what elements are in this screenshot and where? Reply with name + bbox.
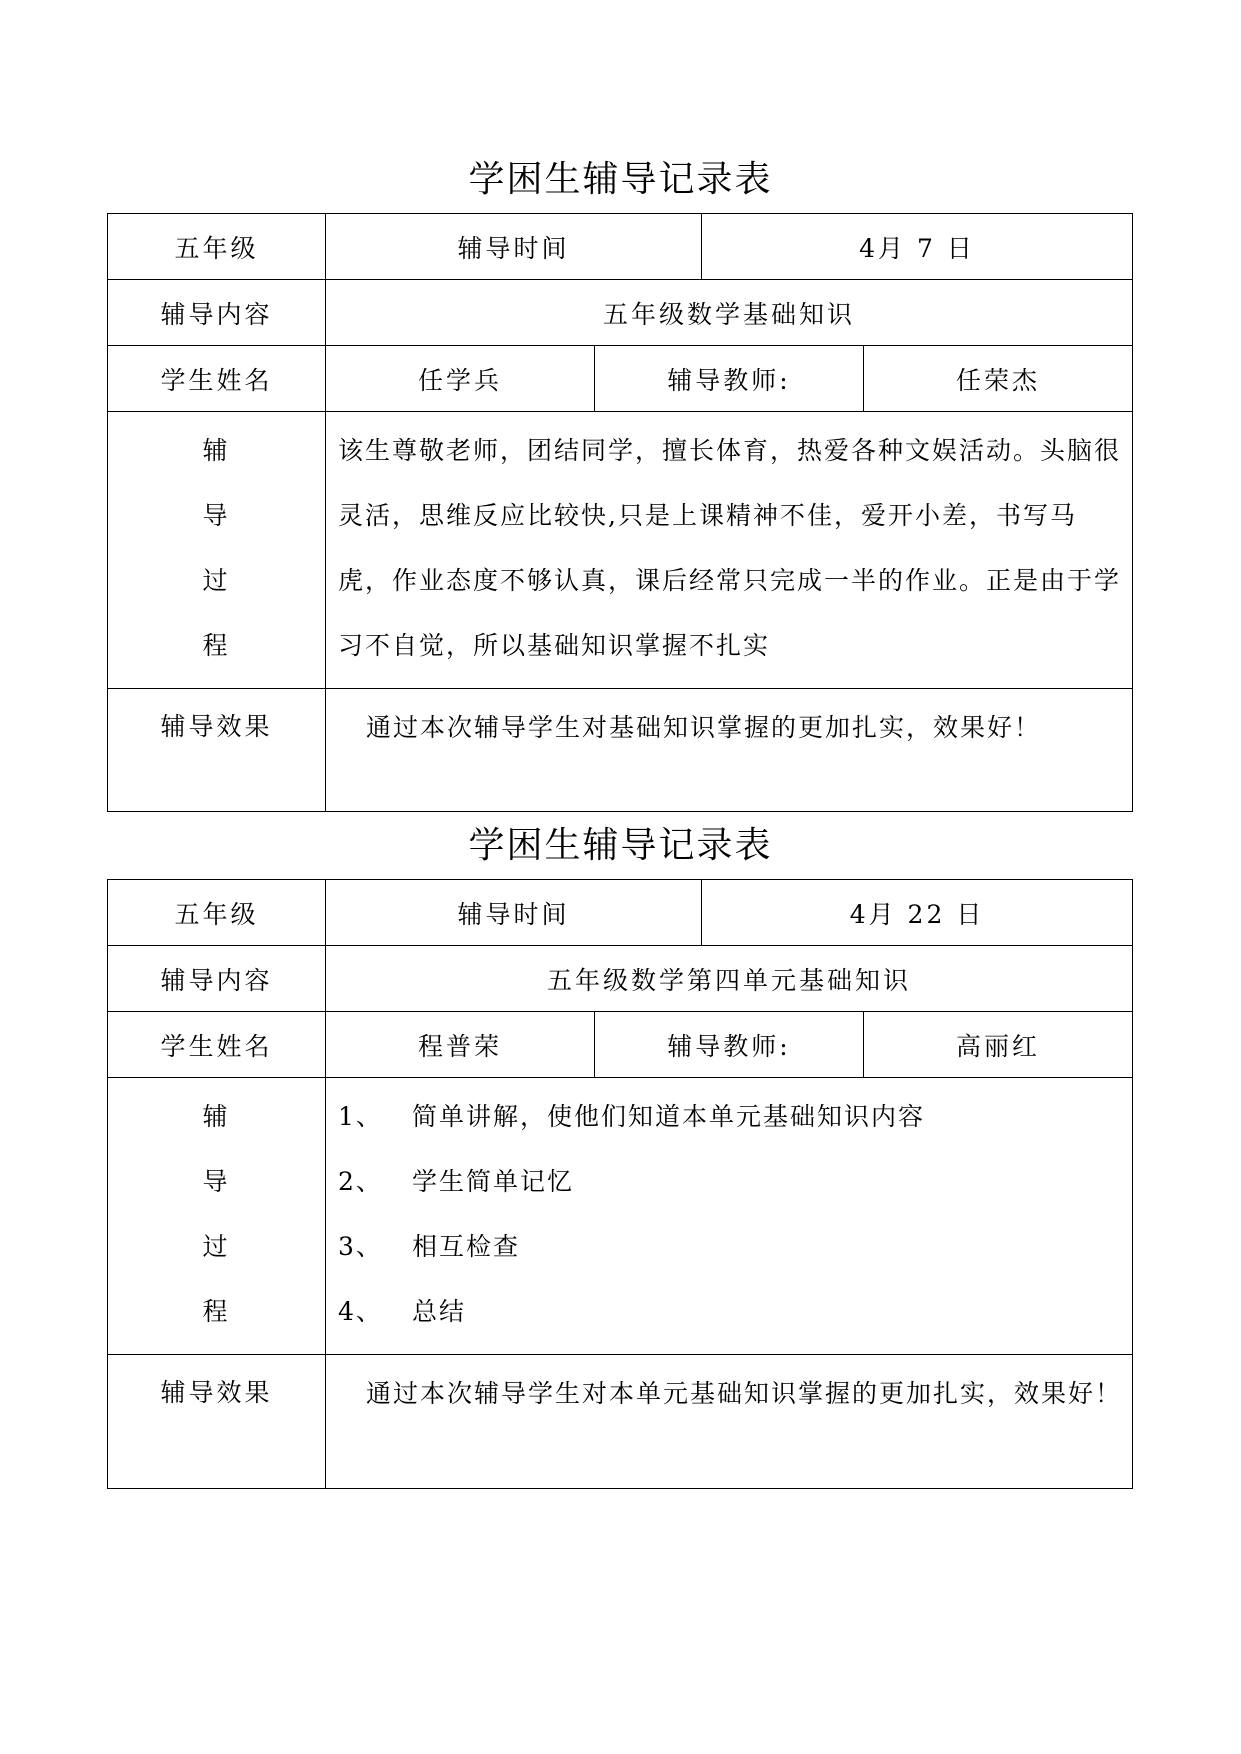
teacher-label: 辅导教师: bbox=[595, 346, 864, 412]
process-row bbox=[108, 1078, 1133, 1355]
date-value: 4月 22 日 bbox=[702, 880, 1133, 946]
process-label-char: 过 bbox=[202, 1232, 231, 1261]
step-text: 总结 bbox=[412, 1297, 467, 1326]
student-name: 任学兵 bbox=[326, 346, 595, 412]
record-table bbox=[107, 879, 1133, 1489]
student-name: 程普荣 bbox=[326, 1012, 595, 1078]
process-label-char: 程 bbox=[202, 1297, 231, 1326]
effect-text: 通过本次辅导学生对基础知识掌握的更加扎实，效果好！ bbox=[366, 713, 1042, 742]
grade-cell: 五年级 bbox=[108, 214, 326, 280]
grade-cell: 五年级 bbox=[108, 880, 326, 946]
effect-row bbox=[108, 1355, 1133, 1489]
process-text: 该生尊敬老师，团结同学，擅长体育，热爱各种文娱活动。头脑很灵活，思维反应比较快,只是上课精神不佳，爱开小差，书写马虎，作业态度不够认真，课后经常只完成一半的作业。正是由于学习不自觉，所以基础知识掌握不扎实 bbox=[338, 436, 1122, 660]
process-content bbox=[326, 412, 1133, 689]
student-label: 学生姓名 bbox=[108, 1012, 326, 1078]
record-title: 学困生辅导记录表 bbox=[468, 825, 773, 866]
effect-content bbox=[326, 689, 1133, 812]
student-row bbox=[108, 346, 1133, 412]
record-title: 学困生辅导记录表 bbox=[468, 159, 773, 200]
process-row bbox=[108, 412, 1133, 689]
effect-label: 辅导效果 bbox=[108, 1355, 326, 1489]
time-label: 辅导时间 bbox=[326, 214, 702, 280]
process-step bbox=[338, 1149, 1122, 1214]
record-table bbox=[107, 213, 1133, 812]
process-label bbox=[108, 412, 326, 689]
content-label: 辅导内容 bbox=[108, 280, 326, 346]
process-label-char: 辅 bbox=[202, 1102, 231, 1131]
effect-label: 辅导效果 bbox=[108, 689, 326, 812]
content-value: 五年级数学第四单元基础知识 bbox=[326, 946, 1133, 1012]
process-label bbox=[108, 1078, 326, 1355]
process-label-char: 程 bbox=[202, 631, 231, 660]
process-label-char: 辅 bbox=[202, 436, 231, 465]
process-step bbox=[338, 1084, 1122, 1149]
teacher-label: 辅导教师: bbox=[595, 1012, 864, 1078]
effect-row bbox=[108, 689, 1133, 812]
grade-row bbox=[108, 880, 1133, 946]
content-label: 辅导内容 bbox=[108, 946, 326, 1012]
time-label: 辅导时间 bbox=[326, 880, 702, 946]
step-number: 3、 bbox=[338, 1232, 383, 1261]
step-text: 学生简单记忆 bbox=[412, 1167, 575, 1196]
process-label-char: 过 bbox=[202, 566, 231, 595]
content-row bbox=[108, 946, 1133, 1012]
date-value: 4月 7 日 bbox=[702, 214, 1133, 280]
step-text: 简单讲解，使他们知道本单元基础知识内容 bbox=[412, 1102, 926, 1131]
step-text: 相互检查 bbox=[412, 1232, 521, 1261]
step-number: 1、 bbox=[338, 1102, 383, 1131]
process-label-char: 导 bbox=[202, 1167, 231, 1196]
step-number: 2、 bbox=[338, 1167, 383, 1196]
content-row bbox=[108, 280, 1133, 346]
process-step bbox=[338, 1214, 1122, 1279]
student-label: 学生姓名 bbox=[108, 346, 326, 412]
student-row bbox=[108, 1012, 1133, 1078]
step-number: 4、 bbox=[338, 1297, 383, 1326]
process-step bbox=[338, 1279, 1122, 1344]
process-content bbox=[326, 1078, 1133, 1355]
grade-row bbox=[108, 214, 1133, 280]
teacher-name: 高丽红 bbox=[864, 1012, 1133, 1078]
content-value: 五年级数学基础知识 bbox=[326, 280, 1133, 346]
effect-content bbox=[326, 1355, 1133, 1489]
teacher-name: 任荣杰 bbox=[864, 346, 1133, 412]
effect-text: 通过本次辅导学生对本单元基础知识掌握的更加扎实，效果好！ bbox=[366, 1379, 1123, 1408]
process-label-char: 导 bbox=[202, 501, 231, 530]
